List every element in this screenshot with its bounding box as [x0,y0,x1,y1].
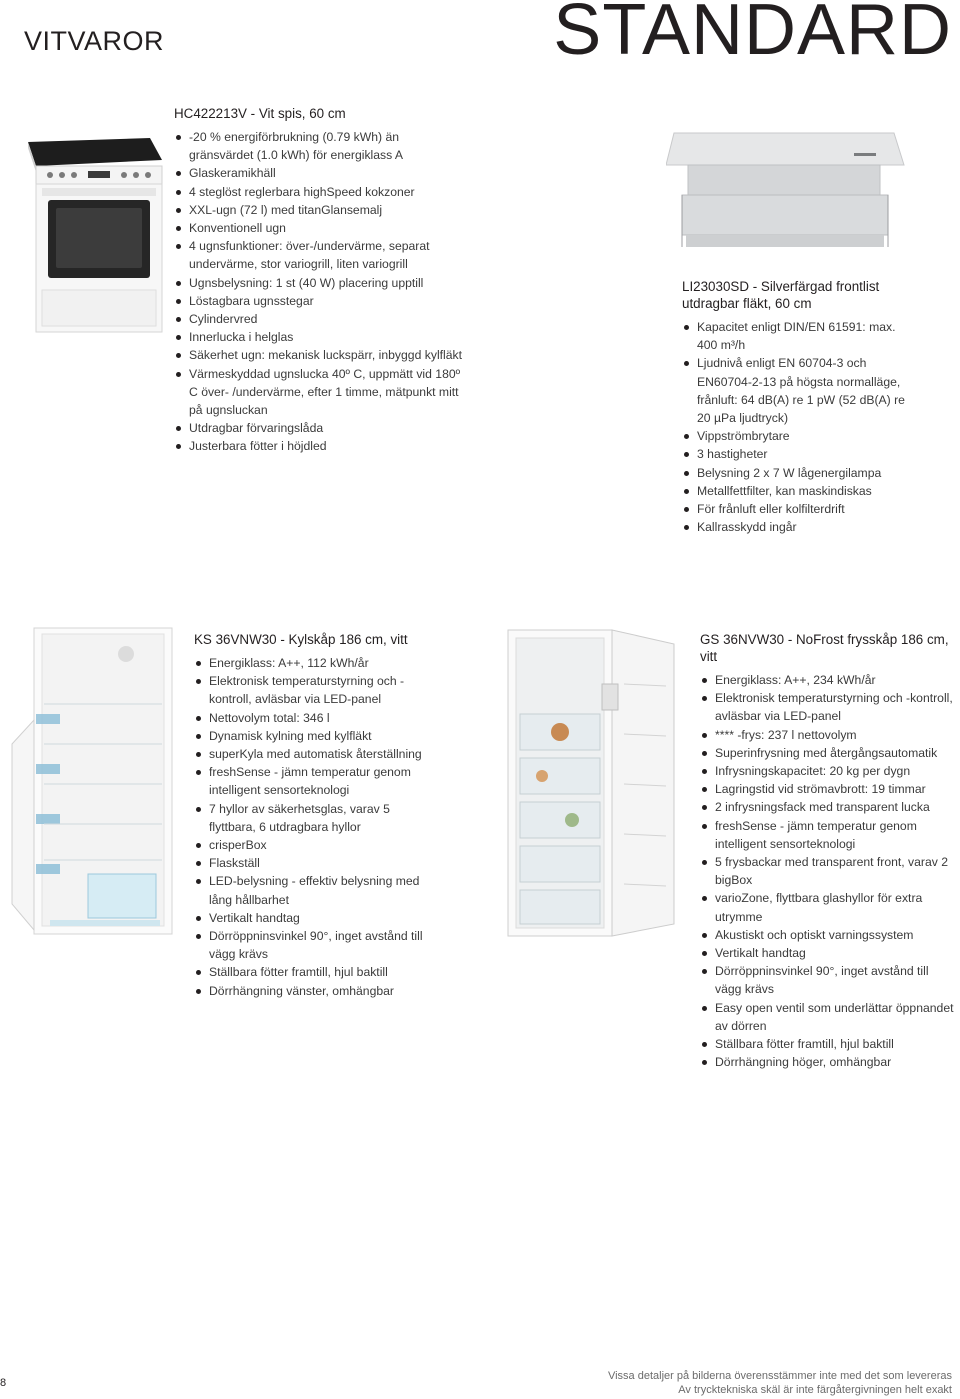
feature-item: Dörrhängning höger, omhängbar [700,1053,956,1071]
feature-item: Ljudnivå enligt EN 60704-3 och EN60704-2-13 på högsta normalläge, frånluft: 64 dB(A) re 1 pW (52 dB(A) re 20 µPa ljudtryck) [682,354,918,427]
feature-item: 2 infrysningsfack med transparent lucka [700,798,956,816]
page-number: 8 [0,1377,7,1389]
feature-item: LED-belysning - effektiv belysning med lång hållbarhet [194,872,434,908]
fridge-image [8,624,180,942]
feature-item: Justerbara fötter i höjdled [174,437,464,455]
feature-item: Dynamisk kylning med kylfläkt [194,727,434,745]
feature-item: varioZone, flyttbara glashyllor för extra utrymme [700,889,956,925]
feature-item: Easy open ventil som underlättar öppnandet av dörren [700,999,956,1035]
feature-item: Elektronisk temperaturstyrning och -kontroll, avläsbar via LED-panel [194,672,434,708]
disclaimer-line: Vissa detaljer på bilderna överensstämmer inte med det som levereras [607,1370,952,1382]
feature-item: Vippströmbrytare [682,427,918,445]
feature-item: Belysning 2 x 7 W lågenergilampa [682,464,918,482]
feature-item: 5 frysbackar med transparent front, varav 2 bigBox [700,853,956,889]
product-freezer [700,631,956,1071]
feature-list [682,318,918,536]
feature-item: Energiklass: A++, 112 kWh/år [194,654,434,672]
product-title: KS 36VNW30 - Kylskåp 186 cm, vitt [194,632,408,647]
feature-item: -20 % energiförbrukning (0.79 kWh) än gränsvärdet (1.0 kWh) för energiklass A [174,128,464,164]
product-stove [174,105,464,456]
feature-item: 4 steglöst reglerbara highSpeed kokzoner [174,183,464,201]
feature-item: Vertikalt handtag [700,944,956,962]
feature-list [194,654,434,1000]
feature-item: Dörröppninsvinkel 90°, inget avstånd till vägg krävs [194,927,434,963]
feature-item: Säkerhet ugn: mekanisk luckspärr, inbyggd kylfläkt [174,346,464,364]
feature-item: XXL-ugn (72 l) med titanGlansemalj [174,201,464,219]
hood-image [666,125,912,255]
stove-image [22,128,164,343]
feature-item: Akustiskt och optiskt varningssystem [700,926,956,944]
feature-item: 7 hyllor av säkerhetsglas, varav 5 flyttbara, 6 utdragbara hyllor [194,800,434,836]
feature-item: Värmeskyddad ugnslucka 40º C, uppmätt vid 180º C över- /undervärme, efter 1 timme, mätpunkt mitt på ugnsluckan [174,365,464,420]
feature-item: Löstagbara ugnsstegar [174,292,464,310]
feature-item: Dörröppninsvinkel 90°, inget avstånd till vägg krävs [700,962,956,998]
brand-title: STANDARD [553,0,952,70]
feature-item: Nettovolym total: 346 l [194,709,434,727]
feature-item: freshSense - jämn temperatur genom intelligent sensorteknologi [194,763,434,799]
feature-item: Ställbara fötter framtill, hjul baktill [700,1035,956,1053]
feature-item: Dörrhängning vänster, omhängbar [194,982,434,1000]
feature-item: Infrysningskapacitet: 20 kg per dygn [700,762,956,780]
feature-item: crisperBox [194,836,434,854]
product-fridge [194,631,434,1000]
section-title: VITVAROR [24,26,165,56]
feature-list [700,671,956,1071]
product-title: LI23030SD - Silverfärgad frontlist utdragbar fläkt, 60 cm [682,279,880,311]
feature-item: freshSense - jämn temperatur genom intelligent sensorteknologi [700,817,956,853]
feature-item: 4 ugnsfunktioner: över-/undervärme, separat undervärme, stor variogrill, liten variogrill [174,237,464,273]
feature-item: 3 hastigheter [682,445,918,463]
feature-item: För frånluft eller kolfilterdrift [682,500,918,518]
feature-list [174,128,464,456]
feature-item: Ugnsbelysning: 1 st (40 W) placering upptill [174,274,464,292]
feature-item: Energiklass: A++, 234 kWh/år [700,671,956,689]
product-hood [682,278,918,536]
feature-item: Vertikalt handtag [194,909,434,927]
feature-item: Utdragbar förvaringslåda [174,419,464,437]
feature-item: Innerlucka i helglas [174,328,464,346]
feature-item: Kapacitet enligt DIN/EN 61591: max. 400 m³/h [682,318,918,354]
feature-item: Flaskställ [194,854,434,872]
feature-item: Lagringstid vid strömavbrott: 19 timmar [700,780,956,798]
feature-item: superKyla med automatisk återställning [194,745,434,763]
product-title: GS 36NVW30 - NoFrost frysskåp 186 cm, vitt [700,632,949,664]
feature-item: Elektronisk temperaturstyrning och -kontroll, avläsbar via LED-panel [700,689,956,725]
feature-item: Glaskeramikhäll [174,164,464,182]
feature-item: **** -frys: 237 l nettovolym [700,726,956,744]
disclaimer-line: Av trycktekniska skäl är inte färgåtergivningen helt exakt [678,1384,952,1396]
feature-item: Metallfettfilter, kan maskindiskas [682,482,918,500]
feature-item: Kallrasskydd ingår [682,518,918,536]
disclaimer [608,1369,952,1397]
feature-item: Ställbara fötter framtill, hjul baktill [194,963,434,981]
freezer-image [502,624,680,944]
feature-item: Konventionell ugn [174,219,464,237]
feature-item: Cylindervred [174,310,464,328]
product-title: HC422213V - Vit spis, 60 cm [174,106,346,121]
feature-item: Superinfrysning med återgångsautomatik [700,744,956,762]
